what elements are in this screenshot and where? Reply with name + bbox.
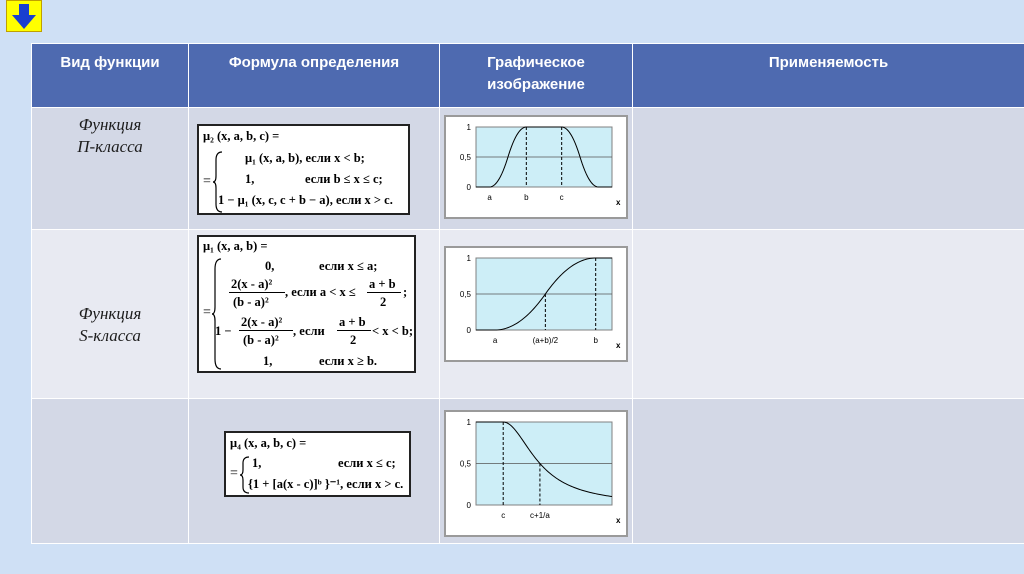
formula-line: {1 + [a(x - c)]ᵇ }⁻¹, если x > c. (248, 477, 404, 491)
formula-line: если x ≤ a; (319, 259, 378, 273)
function-name-line1: Функция (78, 304, 142, 323)
graph-cell (440, 399, 633, 544)
formula-line: , если (293, 324, 325, 338)
formula-line: 0, (265, 259, 275, 273)
y-tick-label: 1 (466, 123, 471, 132)
header-applicability: Применяемость (633, 44, 1024, 108)
formula-line: μ₁ (x, a, b), если x < b; (245, 151, 365, 165)
formula-fraction-num: a + b (369, 277, 396, 291)
formula-lhs: μ₁ (x, a, b) = (203, 239, 268, 253)
applicability-cell (633, 108, 1024, 230)
fraction-bar (229, 292, 285, 293)
formula-line: если x ≥ b. (319, 354, 378, 368)
formula-lhs: μ₂ (x, a, b, c) = (203, 129, 280, 143)
formula-equals: = (230, 466, 238, 481)
header-formula: Формула определения (189, 44, 440, 108)
formula-cell (189, 108, 440, 230)
header-function-type: Вид функции (32, 44, 189, 108)
graph-cell (440, 108, 633, 230)
function-name-cell (32, 230, 189, 399)
x-tick-label: b (593, 336, 598, 345)
formula-box (197, 124, 410, 215)
formula-line: 1 − (215, 324, 232, 338)
formula-box (197, 235, 416, 373)
formula-line: < x < b; (372, 324, 413, 338)
x-tick-label: (a+b)/2 (532, 336, 559, 345)
x-tick-label: b (524, 193, 529, 202)
formula-box (224, 431, 411, 497)
formula-line: 1 − μ₁ (x, c, c + b − a), если x > c. (218, 193, 393, 207)
fraction-bar (337, 330, 371, 331)
formula-line: если x ≤ c; (338, 456, 396, 470)
down-arrow-icon[interactable] (6, 0, 42, 32)
header-graph: Графическое изображение (440, 44, 633, 108)
formula-fraction-den: (b - a)² (233, 295, 269, 309)
formula-line: если b ≤ x ≤ c; (305, 172, 383, 186)
y-tick-label: 0,5 (459, 290, 471, 299)
brace-icon (211, 257, 223, 371)
y-tick-label: 0 (466, 501, 471, 510)
x-tick-label: c (559, 193, 564, 202)
formula-equals: = (203, 305, 211, 320)
table-header (32, 44, 1024, 108)
x-tick-label: c+1/a (530, 511, 550, 520)
function-name-line1: Функция (78, 115, 142, 134)
y-tick-label: 0,5 (459, 459, 471, 469)
formula-equals: = (203, 174, 211, 189)
z-function-chart (444, 410, 628, 537)
formula-fraction-num: a + b (339, 315, 366, 329)
function-name-line2: S-класса (79, 326, 141, 345)
x-tick-label: a (492, 336, 498, 345)
formula-fraction-den: 2 (350, 333, 357, 347)
x-tick-label: a (487, 193, 492, 202)
formula-lhs: μ₄ (x, a, b, c) = (230, 436, 307, 450)
y-tick-label: 0 (466, 326, 471, 335)
formula-line: 1, (252, 456, 262, 470)
formula-line: 1, (263, 354, 273, 368)
formula-line: ; (403, 285, 408, 299)
y-tick-label: 0 (466, 183, 471, 192)
table-row (32, 108, 1024, 230)
formula-fraction-num: 2(x - a)² (231, 277, 273, 291)
function-name-line2: П-класса (77, 137, 143, 156)
y-tick-label: 0,5 (459, 153, 471, 162)
formula-fraction-den: (b - a)² (243, 333, 279, 347)
x-axis-label: x (616, 341, 621, 350)
table-row (32, 230, 1024, 399)
x-axis-label: x (616, 516, 621, 525)
x-axis-label: x (616, 198, 621, 207)
s-function-chart (444, 246, 628, 362)
y-tick-label: 1 (466, 254, 471, 263)
applicability-cell (633, 230, 1024, 399)
fraction-bar (239, 330, 293, 331)
fraction-bar (367, 292, 401, 293)
formula-line: , если a < x ≤ (285, 285, 356, 299)
applicability-cell (633, 399, 1024, 544)
x-tick-label: c (501, 511, 506, 520)
formula-line: 1, (245, 172, 255, 186)
formula-fraction-den: 2 (380, 295, 387, 309)
table-row (32, 399, 1024, 544)
function-name-cell (32, 399, 189, 544)
formula-cell (189, 230, 440, 399)
function-table (31, 43, 1024, 544)
function-name-cell (32, 108, 189, 230)
graph-cell (440, 230, 633, 399)
formula-fraction-num: 2(x - a)² (241, 315, 283, 329)
pi-function-chart (444, 115, 628, 219)
formula-cell (189, 399, 440, 544)
y-tick-label: 1 (466, 418, 471, 427)
